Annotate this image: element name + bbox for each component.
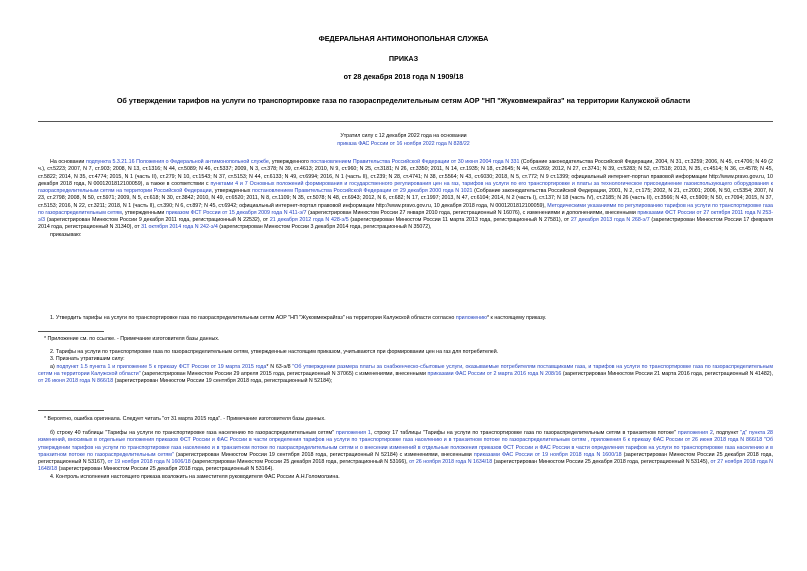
item-1-text: 1. Утвердить тарифы на услуги по транспортировке газа по газораспределительным сетям АОР "НП "Жуковмежрайгаз" на территории Калужской области согласно [50,315,455,321]
date-number-heading: от 28 декабря 2018 года N 1909/18 [343,72,464,81]
item-3b-link-3[interactable]: "д" пункта 28 изменений, вносимых в отдельные положения приказов ФСТ России и ФАС России в части определения тарифов на услуги по транспортировке газа населению и в транзитном потоке по газораспределительным сетям , приложения 6 к приказу ФАС России от 26 июня 2018 года N 866/18 "Об утверждении тарифов на услуги по транспортировке газа населению и в транзитном потоке по газораспределительным сетям и о внесении изменений в отдельные положения приказов ФСТ России и ФАС России в части определения тарифов на услуги по транспортировке газа населению и в транзитном потоке по газораспределительным сетям" [38,430,773,458]
doc-type-heading: ПРИКАЗ [388,54,419,63]
footnote-divider-2 [38,410,104,411]
preamble-link-6[interactable]: приказом ФСТ России от 15 декабря 2009 года N 411-э/7 [165,209,307,216]
preamble-text-9: (зарегистрирован Минюстом России 17 февраля 2014 года, регистрационный N 31340), от [38,217,774,231]
status-line-1: Утратил силу с 12 декабря 2022 года на основании [340,133,467,139]
item-3a-text-3: (зарегистрирован Минюстом России 21 марта 2016 года, регистрационный N 41482), [561,370,773,377]
preamble-text-10: (зарегистрирован Минюстом России 3 декабря 2014 года, регистрационный N 35072), [217,224,432,231]
item-3b-text-7: (зарегистрирован Минюстом России 25 декабря 2018 года, регистрационный N 53164). [57,466,274,473]
preamble-text-2: (Собрание законодательства Российской Федерации, 2004, N 31, ст.3259; 2006, N 45, ст.4706; N 49 (2 ч.), ст.5223; 2007, N 7, ст.903; 2008, N 13, ст.1316; N 44, ст.5089; N 46, ст.5337; 2009, N 3, ст.378; N 39, ст.4613; 2010, N 9, ст.960; N 25, ст.3181; N 26, ст.3350; 2011, N 14, ст.1935; N 18, ст.2645; N 44, ст.6269; 2012, N 27, ст.3741; N 39, ст.5283; N 52, ст.7518; 2013, N 35, ст.4514; N 36, ст.4578; N 45, ст.5822; 2014, N 35, ст.4774; 2015, N 1 (часть II), ст.279; N 10, ст.1543; N 37, ст.5153; N 44, ст.6133; N 49, ст.6994; 2016, N 1 (часть II), ст.239; N 28, ст.4741; N 38, ст.5564; N 43, ст.6030; 2018, N 5, ст.772; N 9 ст.1399; официальный интернет-портал правовой информации http://www.pravo.gov.ru, 10 декабря 2018 года, N 0001201812100059), а также в соответствии с [38,159,773,187]
item-3b-link-4[interactable]: приказами ФАС России от 19 ноября 2018 года N 1600/18 [473,451,622,458]
item-3b-text-4: (зарегистрирован Минюстом России 25 декабря 2018 года, регистрационный N 53167), [38,451,773,465]
footnote-2: * Вероятно, ошибка оригинала. Следует читать "от 31 марта 2015 года". - Примечание изготовителя базы данных. [44,416,326,422]
item-3a-paragraph [38,364,773,386]
preamble-link-4[interactable]: постановлением Правительства Российской Федерации от 29 декабря 2000 года N 1021 [252,188,473,194]
item-3a-text-4: (зарегистрирован Минюстом России 19 сентября 2018 года, регистрационный N 52184); [113,378,333,384]
item-2-text: 2. Тарифы на услуги по транспортировке газа по газораспределительным сетям, утвержденные настоящим приказом, учитываются при формировании цен на газ для потребителей. [50,349,499,355]
preamble-link-8[interactable]: 21 декабря 2012 года N 428-э/5 [269,217,349,223]
preamble-text-1: , утвержденного [268,159,309,165]
agency-heading: ФЕДЕРАЛЬНАЯ АНТИМОНОПОЛЬНАЯ СЛУЖБА [318,34,489,43]
decree-word: приказываю: [50,231,82,238]
preamble-text-8: (зарегистрирован Минюстом России 11 марта 2013 года, регистрационный N 27581), от [348,217,570,223]
preamble-text-3: , утвержденных [211,188,251,194]
preamble-lead: На основании [50,159,85,165]
item-3b-link-2[interactable]: приложения 2 [677,430,713,436]
preamble-link-3[interactable]: пунктами 4 и 7 Основных положений формирования и государственного регулирования цен на газ, тарифов на услуги по его транспортировке и платы за технологическое присоединение газоиспользующего оборудования к газораспределительным сетям на территории Российской Федерации [38,180,773,194]
item-3b-link-6[interactable]: от 26 ноября 2018 года N 1634/18 [409,459,493,465]
item-3a-link-3[interactable]: приказами ФАС России от 2 марта 2016 года N 208/16 [427,370,562,377]
item-3a-link-1[interactable]: подпункт 1.5 пункта 1 и приложение 5 к приказу ФСТ России от 19 марта 2015 года [56,363,267,370]
preamble-text-6: (зарегистрирован Минюстом России 27 января 2010 года, регистрационный N 16076), с изменениями и дополнениями, внесенными [306,209,636,216]
preamble-text-5: , утвержденными [121,209,165,216]
item-3-text: 3. Признать утратившим силу: [50,356,125,363]
header-divider [38,121,773,122]
item-3b-text-1: , строку 17 таблицы "Тарифы на услуги по транспортировке газа по газораспределительным сетям в транзитном потоке" [370,430,676,436]
item-3a-link-4[interactable]: от 26 июня 2018 года N 866/18 [38,378,114,384]
item-3b-text-5: (зарегистрирован Минюстом России 25 декабря 2018 года, регистрационный N 53166), [190,459,408,465]
item-3b-link-7[interactable]: от 27 ноября 2018 года N 1648/18 [38,459,773,473]
item-3b-text-3: (зарегистрирован Минюстом России 19 сентября 2018 года, регистрационный N 52184) с изменениями, внесенными [173,451,472,458]
item-3a-lead: а) [50,363,55,370]
footnote-divider-1 [38,331,104,332]
item-3a-text-1: * N 63-э/8 [266,363,293,370]
item-3b-block [38,430,773,481]
preamble-link-5[interactable]: Методическими указаниями по регулированию тарифов на услуги по транспортировке газа по газораспределительным сетям [38,202,773,216]
item-3a-text-2: (зарегистрирован Минюстом России 29 апреля 2015 года, регистрационный N 37065) с изменениями, внесенными [140,370,426,377]
item-3b-text-2: , подпункт [712,430,739,436]
footnote-1: * Приложение см. по ссылке. - Примечание изготовителя базы данных. [44,336,220,342]
item-1-tail: * к настоящему приказу. [487,315,547,321]
item-3b-paragraph [38,430,773,474]
document-title: Об утверждении тарифов на услуги по транспортировке газа по газораспределительным сетям АОР "НП "Жуковмежрайгаз" на территории Калужской области [116,96,691,105]
item-4-text: 4. Контроль исполнения настоящего приказа возложить на заместителя руководителя ФАС России А.Н.Голомолзина. [50,473,340,480]
preamble-link-7[interactable]: приказами ФСТ России от 27 октября 2011 года N 253-э/3 [38,209,773,223]
preamble-link-1[interactable]: подпункта 5.3.21.16 Положения о Федеральной антимонопольной службе [85,159,269,165]
preamble-text-4: (Собрание законодательства Российской Федерации, 2001, N 2, ст.175; 2002, N 21, ст.2001; 2006, N 50, ст.5354; 2007, N 23, ст.2798; 2008, N 50, ст.5971; 2009, N 5, ст.618; N 30, ст.3842; 2010, N 49, ст.6520; 2011, N 8, ст.1109; N 35, ст.5078; N 48, ст.6943; 2012, N 6, ст.682; N 17, ст.1997; 2013, N 47, ст.6104; 2014, N 2 (часть I), ст.137; N 18 (часть IV), ст.2185; N 26 (часть II), ст.3566; N 43, ст.5909; N 50, ст.7094; 2015, N 37, ст.5153; 2016, N 22, ст.3211; 2018, N 1 (часть II), ст.390; N 6, ст.897; N 45, ст.6942; официальный интернет-портал правовой информации http://www.pravo.gov.ru, 10 декабря 2018 года, N 0001201812100059), [38,188,773,209]
preamble-paragraph [38,159,773,239]
repeal-order-link[interactable]: приказа ФАС России от 16 ноября 2022 года N 828/22 [337,141,470,147]
items-2-3-block [38,349,773,385]
preamble-link-9[interactable]: 27 декабря 2013 года N 268-э/7 [570,217,650,223]
item-3b-lead: б) строку 40 таблицы "Тарифы на услуги по транспортировке газа населению по газораспределительным сетям" [50,430,334,436]
status-link[interactable] [0,141,807,148]
item-3b-text-6: (зарегистрирован Минюстом России 25 декабря 2018 года, регистрационный N 53145), [492,459,710,465]
preamble-link-10[interactable]: 31 октября 2014 года N 242-э/4 [141,224,218,231]
preamble-link-2[interactable]: постановлением Правительства Российской Федерации от 30 июня 2004 года N 331 [310,159,520,165]
item-3b-link-1[interactable]: приложения 1 [335,430,371,436]
item-1-paragraph [38,315,773,322]
item-3a-link-2[interactable]: "Об утверждении размера платы за снабженческо-сбытовые услуги, оказываемые потребителям поставщиками газа, и тарифов на услуги по транспортировке газа по газораспределительным сетям на территории Калужской области" [38,363,773,377]
appendix-link[interactable]: приложению [455,315,488,321]
preamble-text-7: (зарегистрирован Минюстом России 9 декабря 2011 года, регистрационный N 22532), от [45,217,269,223]
item-3b-link-5[interactable]: от 19 ноября 2018 года N 1606/18 [107,459,191,465]
